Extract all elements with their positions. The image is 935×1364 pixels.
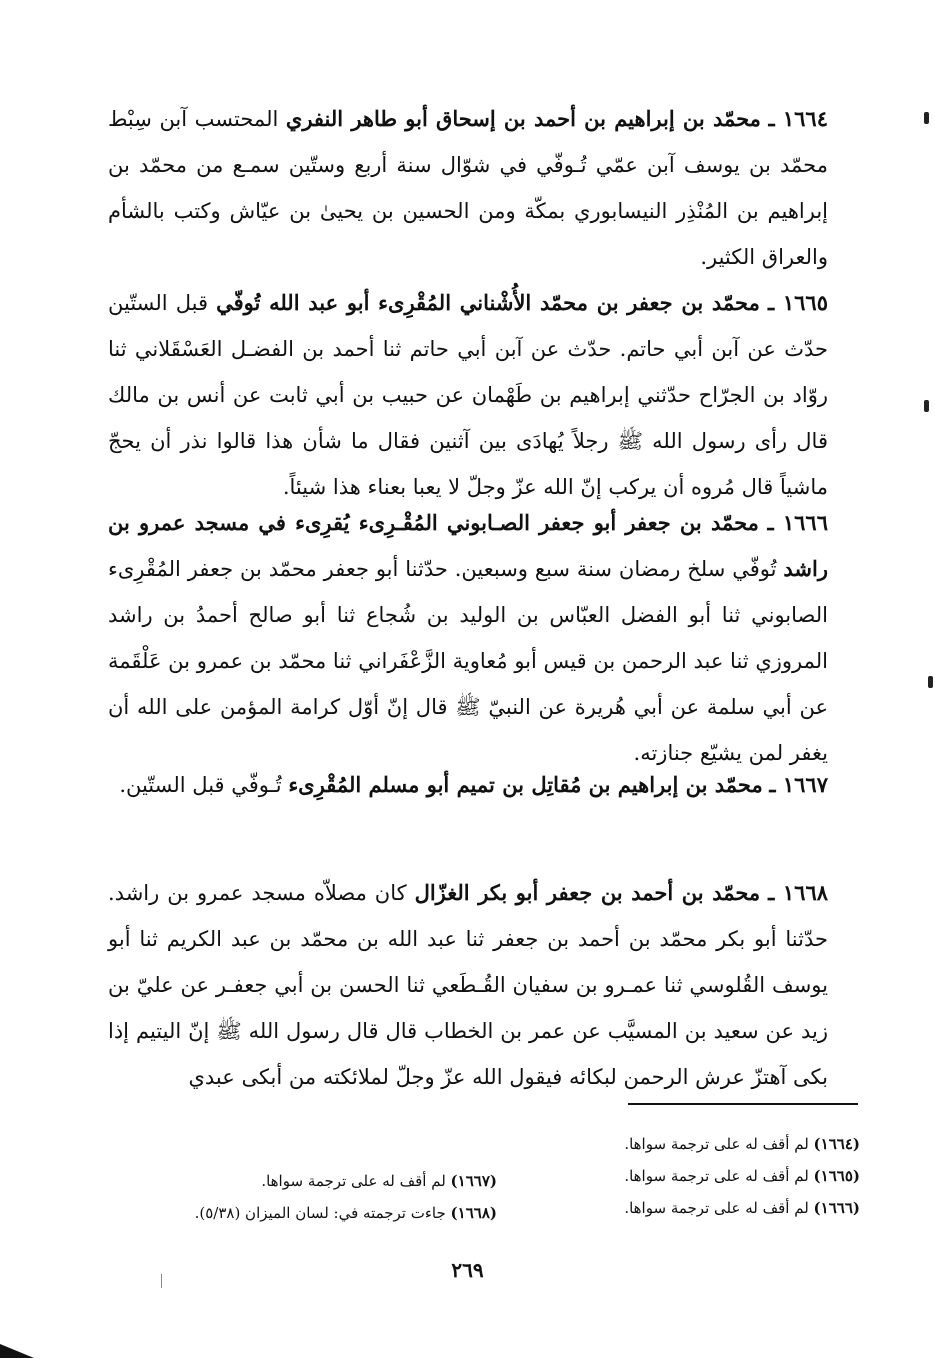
footnote-number: (١٦٦٦): [813, 1199, 860, 1217]
biography-entry: [108, 870, 828, 1100]
footnote: [117, 1165, 497, 1197]
entry-heading: محمّد بن أحمد بن جعفر أبو بكر الغزّال: [414, 880, 761, 905]
entry-number: ١٦٦٦ ـ: [767, 510, 828, 535]
entry-body: المحتسب آبن سِبْط محمّد بن يوسف آبن عمّي تُـوفّي في شوّال سنة أربع وستّين سمـع من محمّد بن إبراهيم بن المُنْذِر النيسابوري بمكّة ومن الحسين بن يحيىٰ بن عيّاش وكتب بالشأم والعراق الكثير.: [108, 107, 828, 269]
page-number: ٢٦٩: [451, 1258, 484, 1282]
margin-mark: [924, 400, 929, 412]
footnote-text: لم أقف له على ترجمة سواها.: [261, 1172, 451, 1190]
entry-number: ١٦٦٥ ـ: [767, 290, 828, 315]
footnote: [570, 1128, 860, 1160]
footnote-number: (١٦٦٨): [450, 1204, 497, 1222]
footnote-divider: [628, 1103, 858, 1105]
corner-mark: [0, 1344, 34, 1358]
footnote-number: (١٦٦٥): [813, 1167, 860, 1185]
margin-mark: [928, 676, 933, 688]
scan-mark: [161, 1274, 162, 1288]
biography-entry: [108, 762, 828, 808]
biography-entry: [108, 500, 828, 776]
footnote-text: لم أقف له على ترجمة سواها.: [624, 1199, 814, 1217]
margin-mark: [924, 112, 929, 124]
footnote-text: جاءت ترجمته في: لسان الميزان (٥/٣٨).: [194, 1204, 451, 1222]
entry-heading: محمّد بن جعفر بن محمّد الأُشْناني المُقْرِىء أبو عبد الله تُوفّي: [216, 290, 760, 315]
entry-heading: محمّد بن إبراهيم بن أحمد بن إسحاق أبو طاهر النفري: [285, 106, 761, 131]
entry-body: تُوفّي سلخ رمضان سنة سبع وسبعين. حدّثنا أبو جعفر محمّد بن جعفر المُقْرِىء الصابوني ثنا أبو الفضل العبّاس بن الوليد بن شُجاع ثنا أبو صالح أحمدُ بن راشد المروزي ثنا عبد الرحمن بن قيس أبو مُعاوية الزَّعْفَراني ثنا محمّد بن عمرو بن عَلْقَمة عن أبي سلمة عن أبي هُريرة عن النبيّ ﷺ قال إنّ أوّل كرامة المؤمن على الله أن يغفر لمن يشيّع جنازته.: [108, 557, 828, 765]
biography-entry: [108, 280, 828, 510]
entry-heading: محمّد بن جعفر أبو جعفر الصـابوني المُقْـرِىء يُقرِىء في مسجد عمرو بن راشد: [108, 510, 828, 581]
footnote-number: (١٦٦٧): [450, 1172, 497, 1190]
footnote: [570, 1160, 860, 1192]
entry-heading: محمّد بن إبراهيم بن مُقاتِل بن تميم أبو مسلم المُقْرِىء: [288, 772, 763, 797]
entry-number: ١٦٦٤ ـ: [768, 106, 828, 131]
entry-body: تُـوفّي قبل الستّين.: [119, 773, 289, 797]
entry-body: كان مصلاّه مسجد عمرو بن راشد. حدّثنا أبو بكر محمّد بن أحمد بن جعفر ثنا عبد الله بن محمّد بن عبد الكريم ثنا أبو يوسف القُلوسي ثنا عمـرو بن سفيان القُـطَعي ثنا الحسن بن أبي جعفـر عن عليّ بن زيد عن سعيد بن المسيَّب عن عمر بن الخطاب قال قال رسول الله ﷺ إنّ اليتيم إذا بكى آهتزّ عرش الرحمن لبكائه فيقول الله عزّ وجلّ لملائكته من أبكى عبدي: [108, 881, 828, 1089]
footnotes-right-column: [570, 1128, 860, 1224]
entry-number: ١٦٦٨ ـ: [768, 880, 829, 905]
biography-entry: [108, 96, 828, 280]
footnote-text: لم أقف له على ترجمة سواها.: [624, 1135, 814, 1153]
entry-number: ١٦٦٧ ـ: [769, 772, 828, 797]
footnote: [117, 1197, 497, 1229]
footnotes-left-column: [117, 1165, 497, 1229]
footnote: [570, 1192, 860, 1224]
entry-body: قبل الستّين حدّث عن آبن أبي حاتم. حدّث عن آبن أبي حاتم ثنا أحمد بن الفضـل العَسْقَلاني ثنا روّاد بن الجرّاح حدّثني إبراهيم بن طَهْمان عن حبيب بن أبي ثابت عن أنس بن مالك قال رأى رسول الله ﷺ رجلاً يُهادَى بين آثنين فقال ما شأن هذا قالوا نذر أن يحجّ ماشياً قال مُروه أن يركب إنّ الله عزّ وجلّ لا يعبا بعناء هذا شيئاً.: [108, 291, 828, 499]
footnote-text: لم أقف له على ترجمة سواها.: [624, 1167, 814, 1185]
footnote-number: (١٦٦٤): [813, 1135, 860, 1153]
